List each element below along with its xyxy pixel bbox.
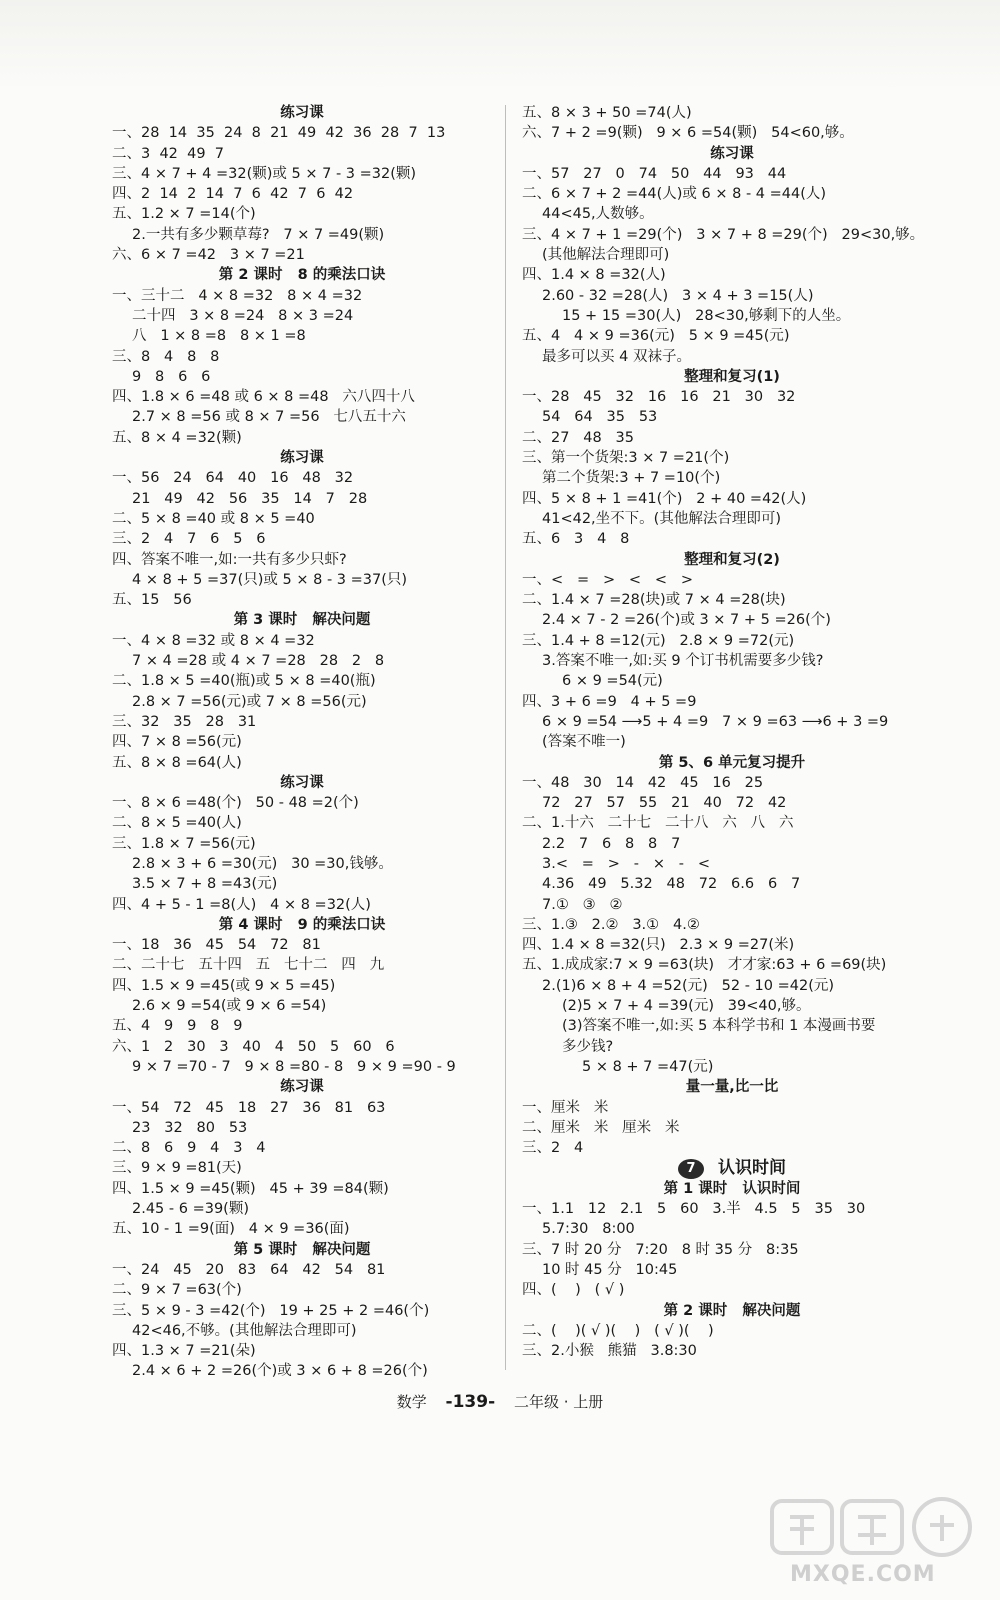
answer-line: 四、7 × 8 =56(元): [112, 734, 242, 751]
answer-line: 一、18 36 45 54 72 81: [112, 937, 321, 954]
answer-line: 五、4 4 × 9 =36(元) 5 × 9 =45(元): [522, 328, 790, 345]
answer-line: 三、4 × 7 + 4 =32(颗)或 5 × 7 - 3 =32(颗): [112, 165, 417, 182]
answer-line: 六、7 + 2 =9(颗) 9 × 6 =54(颗) 54<60,够。: [522, 125, 854, 142]
answer-line: 三、第一个货架:3 × 7 =21(个): [522, 450, 730, 467]
answer-line: 四、1.4 × 8 =32(只) 2.3 × 9 =27(米): [522, 937, 795, 954]
answer-line: 五、15 56: [112, 592, 192, 609]
answer-line: 一、1.1 12 2.1 5 60 3.半 4.5 5 35 30: [522, 1201, 866, 1218]
answer-line: 五、8 × 3 + 50 =74(人): [522, 105, 692, 121]
section-heading: 练习课: [280, 105, 324, 121]
answer-line: 一、54 72 45 18 27 36 81 63: [112, 1099, 386, 1116]
footer-grade: 二年级 · 上册: [513, 1393, 604, 1411]
answer-line: 一、厘米 米: [522, 1099, 609, 1116]
unit-heading: [522, 1158, 942, 1178]
answer-line: 四、2 14 2 14 7 6 42 7 6 42: [112, 186, 354, 203]
answer-line: 五、8 × 8 =64(人): [112, 754, 242, 771]
answer-line: 7 × 4 =28 或 4 × 7 =28 28 2 8: [132, 653, 385, 670]
page-footer: [0, 1391, 1000, 1412]
answer-line: 四、1.8 × 6 =48 或 6 × 8 =48 六八四十八: [112, 389, 415, 406]
answer-line: 三、2 4: [522, 1140, 584, 1157]
answer-line: 9 × 7 =70 - 7 9 × 8 =80 - 8 9 × 9 =90 - 9: [132, 1058, 456, 1075]
answer-line: 四、1.5 × 9 =45(颗) 45 + 39 =84(颗): [112, 1180, 389, 1197]
answer-line: 三、5 × 9 - 3 =42(个) 19 + 25 + 2 =46(个): [112, 1302, 430, 1319]
section-heading: 量一量,比一比: [685, 1079, 779, 1096]
section-heading: 练习课: [280, 450, 324, 467]
answer-site-logo-watermark: [770, 1495, 980, 1560]
section-heading: 第 2 课时 解决问题: [663, 1302, 801, 1319]
answer-line: 23 32 80 53: [132, 1119, 248, 1136]
answer-line: 一、28 14 35 24 8 21 49 42 36 28 7 13: [112, 125, 446, 142]
answer-line: 二、8 6 9 4 3 4: [112, 1140, 266, 1157]
answer-line: 2.45 - 6 =39(颗): [132, 1201, 249, 1218]
answer-line: 2.7 × 8 =56 或 8 × 7 =56 七八五十六: [132, 409, 406, 426]
section-heading: 练习课: [280, 774, 324, 791]
column-divider: [505, 105, 506, 1370]
answer-line: 三、9 × 9 =81(天): [112, 1160, 242, 1177]
answer-line: 一、28 45 32 16 16 21 30 32: [522, 389, 796, 406]
answer-line: 四、( ) ( √ ): [522, 1282, 625, 1299]
answer-line: 五、1.2 × 7 =14(个): [112, 206, 256, 223]
answer-line: 一、57 27 0 74 50 44 93 44: [522, 165, 787, 182]
answer-line: 4 × 8 + 5 =37(只)或 5 × 8 - 3 =37(只): [132, 571, 408, 588]
answer-line: 6 × 9 =54 ⟶5 + 4 =9 7 × 9 =63 ⟶6 + 3 =9: [542, 713, 889, 730]
answer-line: 四、1.4 × 8 =32(人): [522, 267, 666, 284]
answer-line: 四、1.5 × 9 =45(或 9 × 5 =45): [112, 977, 336, 994]
answer-line: 一、三十二 4 × 8 =32 8 × 4 =32: [112, 287, 363, 304]
section-heading: 整理和复习(2): [684, 551, 780, 568]
answer-line: 三、32 35 28 31: [112, 713, 257, 730]
answer-line: 2.6 × 9 =54(或 9 × 6 =54): [132, 998, 327, 1015]
answer-line: (2)5 × 7 + 4 =39(元) 39<40,够。: [562, 998, 811, 1015]
answer-line: (3)答案不唯一,如:买 5 本科学书和 1 本漫画书要: [562, 1018, 876, 1035]
answer-line: 三、1.③ 2.② 3.① 4.②: [522, 916, 700, 933]
section-heading: 练习课: [280, 1079, 324, 1096]
section-heading: 第 5、6 单元复习提升: [658, 754, 806, 771]
answer-column-left: [112, 103, 492, 1382]
answer-line: 2.(1)6 × 8 + 4 =52(元) 52 - 10 =42(元): [542, 977, 835, 994]
answer-line: 二、厘米 米 厘米 米: [522, 1119, 680, 1136]
answer-line: 54 64 35 53: [542, 409, 658, 426]
answer-line: 二、9 × 7 =63(个): [112, 1282, 242, 1299]
section-heading: 整理和复习(1): [684, 368, 780, 385]
answer-column-right: [522, 103, 942, 1361]
section-heading: 第 3 课时 解决问题: [233, 612, 371, 629]
answer-line: 四、5 × 8 + 1 =41(个) 2 + 40 =42(人): [522, 490, 807, 507]
answer-line: 五、10 - 1 =9(面) 4 × 9 =36(面): [112, 1221, 350, 1238]
answer-line: 4.36 49 5.32 48 72 6.6 6 7: [542, 876, 801, 893]
answer-line: 72 27 57 55 21 40 72 42: [542, 795, 787, 812]
answer-line: 5.7:30 8:00: [542, 1221, 635, 1238]
answer-line: 5 × 8 + 7 =47(元): [582, 1058, 714, 1075]
answer-line: 7.① ③ ②: [542, 896, 623, 913]
answer-line: 三、4 × 7 + 1 =29(个) 3 × 7 + 8 =29(个) 29<30,够。: [522, 226, 925, 243]
answer-line: 八 1 × 8 =8 8 × 1 =8: [132, 328, 306, 345]
answer-line: 2.8 × 3 + 6 =30(元) 30 =30,钱够。: [132, 855, 393, 872]
section-heading: 第 4 课时 9 的乘法口诀: [218, 916, 386, 933]
answer-line: 二、1.4 × 7 =28(块)或 7 × 4 =28(块): [522, 592, 786, 609]
answer-line: 最多可以买 4 双袜子。: [542, 348, 691, 365]
answer-line: 44<45,人数够。: [542, 206, 654, 223]
site-url-watermark: MXQE.COM: [790, 1562, 936, 1587]
answer-line: 2.8 × 7 =56(元)或 7 × 8 =56(元): [132, 693, 367, 710]
answer-line: 2.一共有多少颗草莓? 7 × 7 =49(颗): [132, 226, 385, 243]
section-heading: 第 1 课时 认识时间: [663, 1180, 801, 1197]
answer-line: 三、8 4 8 8: [112, 348, 220, 365]
answer-line: 四、1.3 × 7 =21(朵): [112, 1343, 256, 1360]
answer-line: 41<42,坐不下。(其他解法合理即可): [542, 510, 781, 527]
section-heading: 第 2 课时 8 的乘法口诀: [218, 267, 386, 284]
answer-line: 三、1.8 × 7 =56(元): [112, 835, 256, 852]
answer-line: 四、4 + 5 - 1 =8(人) 4 × 8 =32(人): [112, 896, 371, 913]
answer-line: 二十四 3 × 8 =24 8 × 3 =24: [132, 307, 354, 324]
answer-line: 六、6 × 7 =42 3 × 7 =21: [112, 247, 305, 264]
answer-line: 2.2 7 6 8 8 7: [542, 835, 681, 852]
answer-line: 二、二十七 五十四 五 七十二 四 九: [112, 957, 385, 974]
answer-line: 二、27 48 35: [522, 429, 635, 446]
answer-line: 2.60 - 32 =28(人) 3 × 4 + 3 =15(人): [542, 287, 814, 304]
answer-line: 一、< = > < < >: [522, 571, 694, 588]
answer-line: (其他解法合理即可): [542, 247, 670, 264]
answer-line: 二、6 × 7 + 2 =44(人)或 6 × 8 - 4 =44(人): [522, 186, 827, 203]
answer-line: 10 时 45 分 10:45: [542, 1261, 678, 1278]
page-top-shading: [0, 0, 1000, 90]
answer-line: 四、3 + 6 =9 4 + 5 =9: [522, 693, 697, 710]
answer-line: 一、48 30 14 42 45 16 25: [522, 774, 764, 791]
answer-line: 五、8 × 4 =32(颗): [112, 429, 242, 446]
answer-line: 21 49 42 56 35 14 7 28: [132, 490, 368, 507]
answer-line: 三、1.4 + 8 =12(元) 2.8 × 9 =72(元): [522, 632, 795, 649]
answer-line: 一、56 24 64 40 16 48 32: [112, 470, 354, 487]
answer-line: 一、8 × 6 =48(个) 50 - 48 =2(个): [112, 795, 359, 812]
answer-line: 一、4 × 8 =32 或 8 × 4 =32: [112, 632, 315, 649]
answer-line: (答案不唯一): [542, 734, 626, 751]
answer-line: 三、2 4 7 6 5 6: [112, 531, 266, 548]
answer-line: 2.4 × 7 - 2 =26(个)或 3 × 7 + 5 =26(个): [542, 612, 831, 629]
answer-line: 二、1.8 × 5 =40(瓶)或 5 × 8 =40(瓶): [112, 673, 376, 690]
answer-line: 二、8 × 5 =40(人): [112, 815, 242, 832]
answer-line: 六、1 2 30 3 40 4 50 5 60 6: [112, 1038, 395, 1055]
answer-line: 二、5 × 8 =40 或 8 × 5 =40: [112, 510, 315, 527]
answer-line: 2.4 × 6 + 2 =26(个)或 3 × 6 + 8 =26(个): [132, 1363, 428, 1380]
unit-title: 认识时间: [718, 1158, 786, 1179]
answer-line: 五、1.成成家:7 × 9 =63(块) 才才家:63 + 6 =69(块): [522, 957, 887, 974]
section-heading: 第 5 课时 解决问题: [233, 1241, 371, 1258]
footer-subject: 数学: [396, 1393, 427, 1411]
answer-line: 五、4 9 9 8 9: [112, 1018, 243, 1035]
answer-line: 五、6 3 4 8: [522, 531, 630, 548]
answer-line: 三、7 时 20 分 7:20 8 时 35 分 8:35: [522, 1241, 799, 1258]
answer-line: 3.答案不唯一,如:买 9 个订书机需要多少钱?: [542, 653, 824, 670]
answer-line: 二、( )( √ )( ) ( √ )( ): [522, 1322, 714, 1339]
answer-line: 9 8 6 6: [132, 368, 211, 385]
answer-line: 42<46,不够。(其他解法合理即可): [132, 1322, 357, 1339]
answer-line: 多少钱?: [562, 1038, 614, 1055]
section-heading: 练习课: [710, 145, 754, 162]
answer-line: 二、3 42 49 7: [112, 145, 225, 162]
answer-line: 3.< = > - × - <: [542, 855, 711, 872]
answer-line: 四、答案不唯一,如:一共有多少只虾?: [112, 551, 347, 568]
answer-line: 6 × 9 =54(元): [562, 673, 663, 690]
answer-line: 第二个货架:3 + 7 =10(个): [542, 470, 721, 487]
answer-line: 二、1.十六 二十七 二十八 六 八 六: [522, 815, 794, 832]
answer-line: 一、24 45 20 83 64 42 54 81: [112, 1261, 386, 1278]
answer-line: 3.5 × 7 + 8 =43(元): [132, 876, 278, 893]
answer-line: 三、2.小猴 熊猫 3.8:30: [522, 1343, 697, 1360]
page-number: -139-: [445, 1392, 496, 1412]
answer-line: 15 + 15 =30(人) 28<30,够剩下的人坐。: [562, 307, 851, 324]
unit-number-badge: 7: [678, 1159, 704, 1179]
